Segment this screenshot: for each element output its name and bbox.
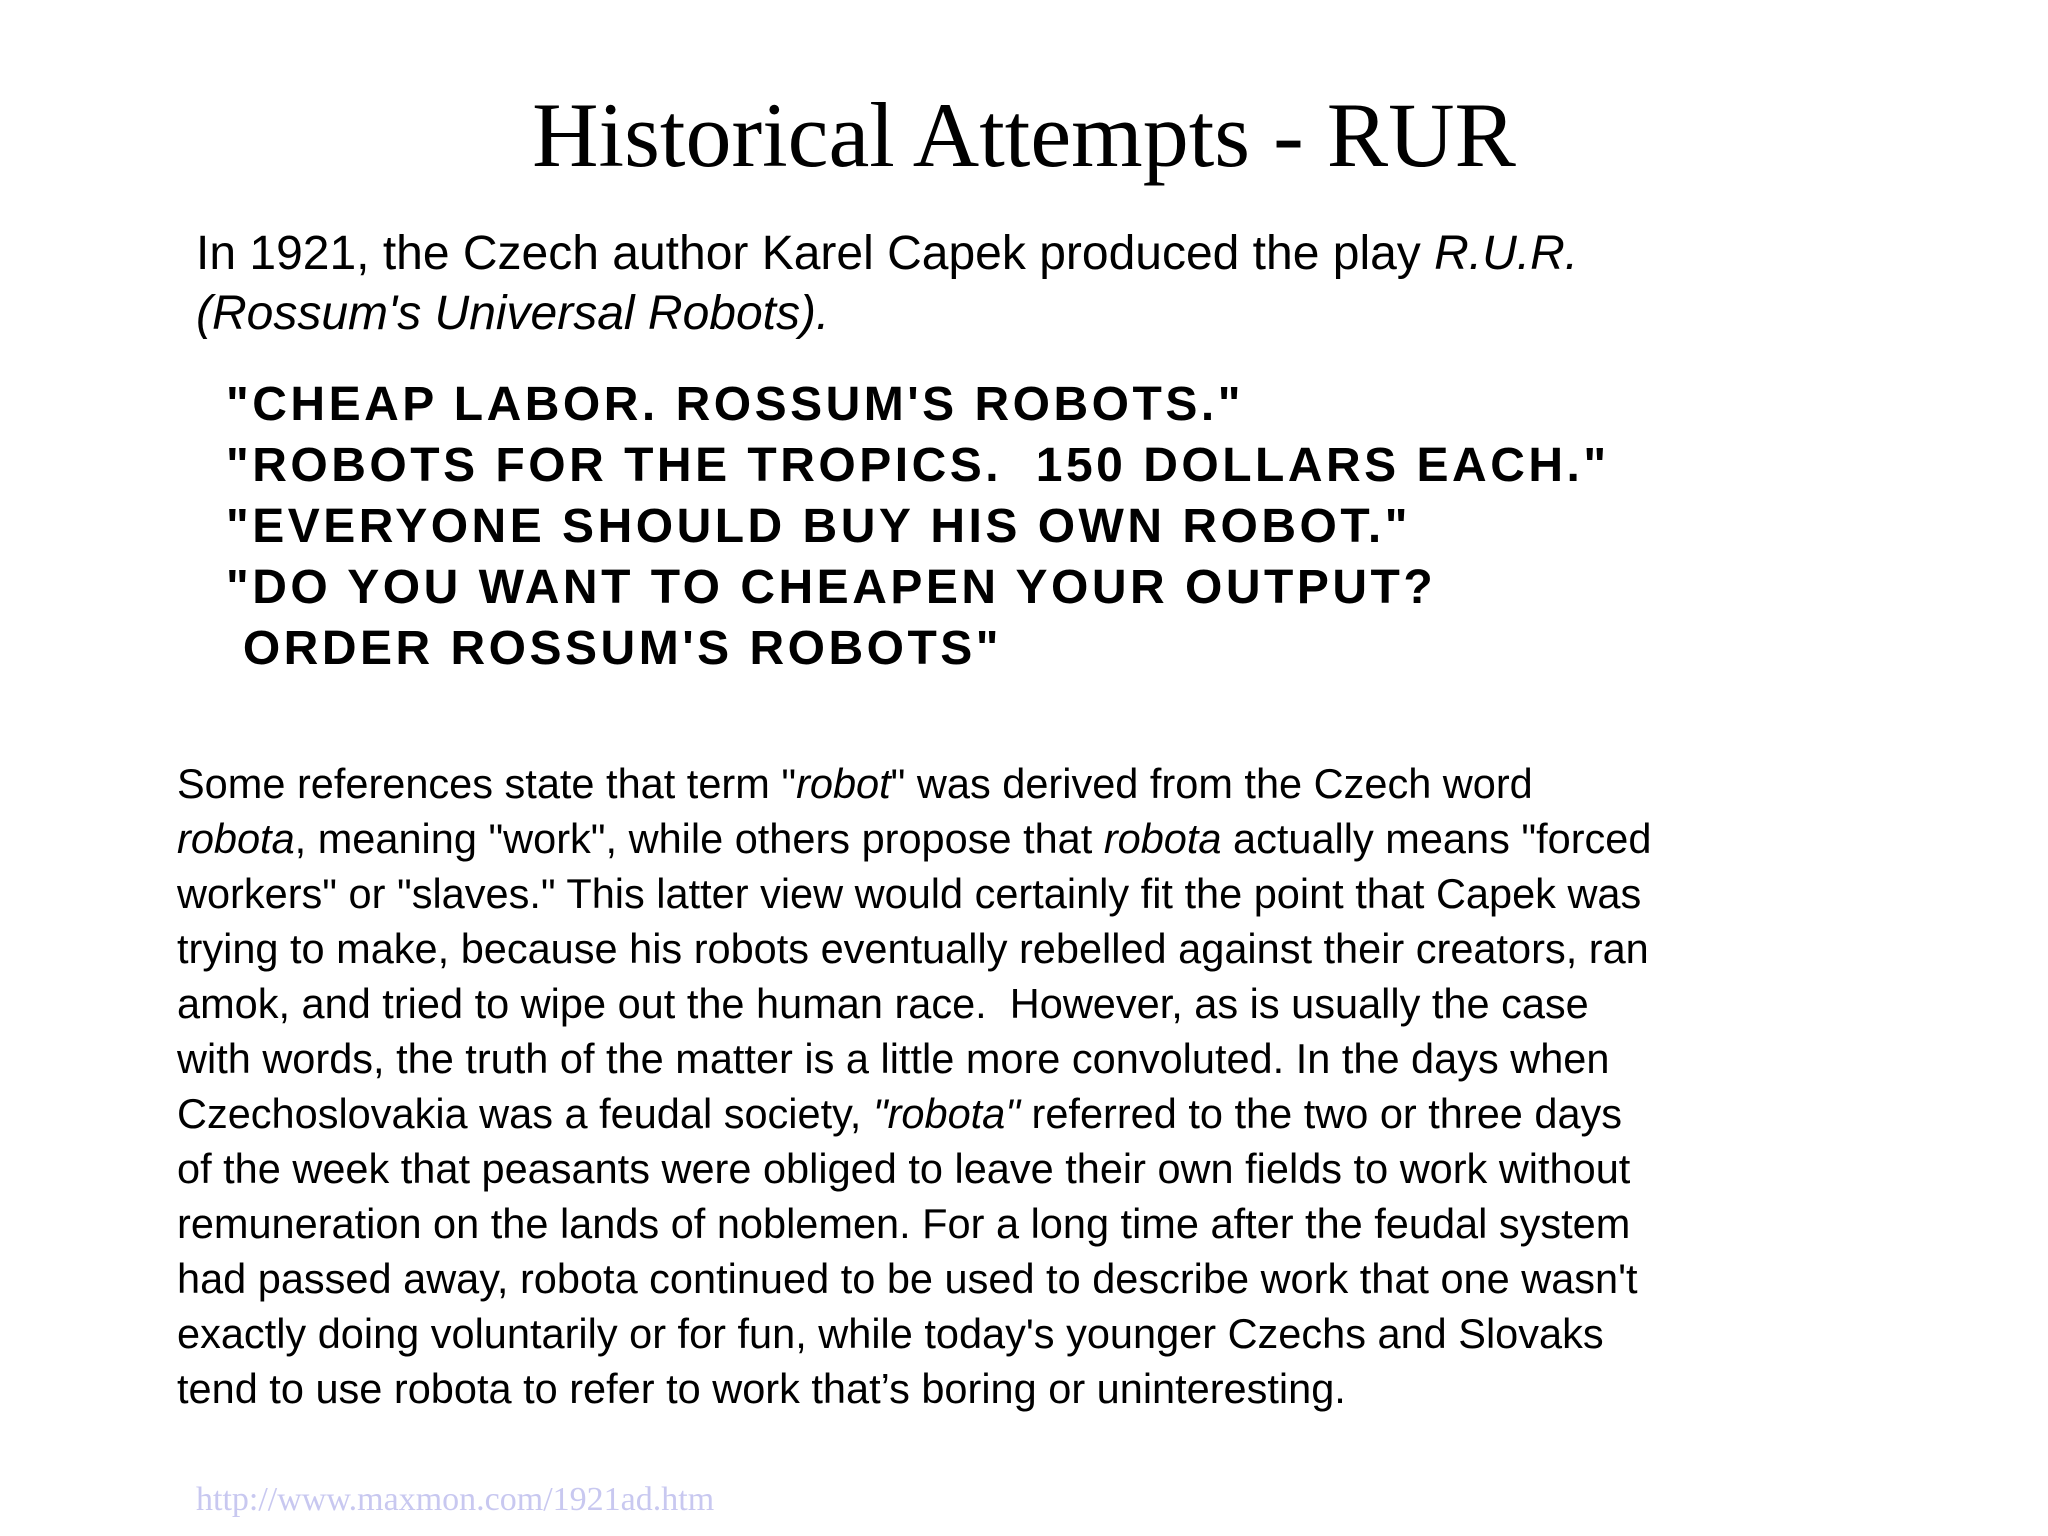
intro-line-2: [196, 284, 1936, 344]
intro-text-plain: In 1921, the Czech author Karel Capek produced the play: [196, 227, 1435, 280]
paragraph-line: with words, the truth of the matter is a little more convoluted. In the days when: [177, 1035, 1610, 1082]
paragraph-line: [177, 756, 1977, 811]
intro-line-1: [196, 224, 1936, 284]
paragraph-line: remuneration on the lands of noblemen. For a long time after the feudal system: [177, 1200, 1631, 1247]
play-title-abbrev: R.U.R.: [1434, 227, 1579, 280]
italic-term: "robota": [872, 1090, 1020, 1137]
paragraph-line: had passed away, robota continued to be used to describe work that one wasn't: [177, 1255, 1638, 1302]
paragraph-line: workers" or "slaves." This latter view would certainly fit the point that Capek was: [177, 870, 1642, 917]
text-run: " was derived from the Czech word: [890, 760, 1533, 807]
slide-title: Historical Attempts - RUR: [532, 84, 1516, 186]
paragraph-line: amok, and tried to wipe out the human race. However, as is usually the case: [177, 980, 1589, 1027]
slogan-line: ORDER ROSSUM'S ROBOTS": [226, 622, 1003, 675]
source-url: http://www.maxmon.com/1921ad.htm: [196, 1481, 715, 1518]
intro-text: [196, 224, 1936, 344]
paragraph-line: [177, 1086, 1977, 1141]
slogan-line: "CHEAP LABOR. ROSSUM'S ROBOTS.": [226, 378, 1244, 431]
text-run: Some references state that term ": [177, 760, 797, 807]
text-run: , meaning "work", while others propose that: [294, 815, 1104, 862]
italic-term: robot: [796, 760, 891, 807]
paragraph-line: tend to use robota to refer to work that’s boring or uninteresting.: [177, 1365, 1346, 1412]
italic-term: robota: [177, 815, 295, 862]
play-title-full: (Rossum's Universal Robots).: [196, 287, 830, 340]
paragraph-line: of the week that peasants were obliged to leave their own fields to work without: [177, 1145, 1631, 1192]
text-run: actually means "forced: [1221, 815, 1652, 862]
slogan-line: "DO YOU WANT TO CHEAPEN YOUR OUTPUT?: [226, 561, 1437, 614]
text-run: referred to the two or three days: [1020, 1090, 1623, 1137]
etymology-paragraph: [177, 756, 1977, 1416]
paragraph-line: trying to make, because his robots eventually rebelled against their creators, ran: [177, 925, 1649, 972]
slogan-block: [226, 374, 1610, 679]
paragraph-line: [177, 811, 1977, 866]
slogan-line: "EVERYONE SHOULD BUY HIS OWN ROBOT.": [226, 500, 1411, 553]
italic-term: robota: [1103, 815, 1222, 862]
paragraph-line: exactly doing voluntarily or for fun, while today's younger Czechs and Slovaks: [177, 1310, 1604, 1357]
slogan-line: "ROBOTS FOR THE TROPICS. 150 DOLLARS EACH.": [226, 439, 1610, 492]
text-run: Czechoslovakia was a feudal society,: [177, 1090, 873, 1137]
